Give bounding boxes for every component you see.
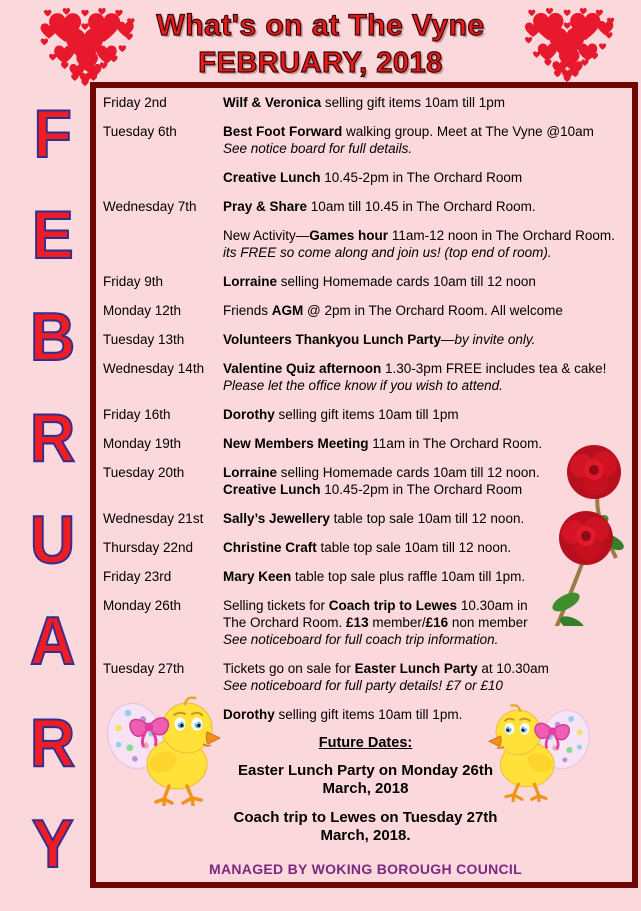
event-description [223,169,628,186]
event-line: Lorraine selling Homemade cards 10am till 12 noon [223,274,536,289]
event-row [103,360,628,394]
event-description [223,360,628,394]
event-line: Valentine Quiz afternoon 1.30-3pm FREE includes tea & cake! [223,361,607,376]
event-date: Friday 23rd [103,569,172,584]
header [128,8,513,80]
event-date: Monday 26th [103,598,182,613]
event-description [223,123,628,157]
event-row [103,302,628,319]
future-date-item: Easter Lunch Party on Monday 26th March, 2018 [237,762,494,797]
event-description [223,406,628,423]
event-date: Monday 19th [103,436,182,451]
future-dates-heading: Future Dates: [318,735,413,751]
event-line: Pray & Share 10am till 10.45 in The Orchard Room. [223,199,536,214]
event-line: Sally’s Jewellery table top sale 10am till 12 noon. [223,511,525,526]
event-description [223,273,628,290]
month-letter: U [30,501,76,578]
event-date: Thursday 22nd [103,540,194,555]
month-letter: R [30,704,76,781]
event-description [223,302,628,319]
event-row [103,406,628,423]
event-date: Friday 2nd [103,95,167,110]
events-list [103,94,628,723]
event-line: Dorothy selling gift items 10am till 1pm [223,407,459,422]
event-line: The Orchard Room. £13 member/£16 non member [223,615,528,630]
month-letter: E [32,197,74,274]
month-letter: A [30,603,76,680]
month-letter: F [33,96,73,172]
hearts-cluster-icon [514,8,626,82]
event-line: Lorraine selling Homemade cards 10am till 12 noon. [223,465,540,480]
event-row [103,273,628,290]
month-vertical-label [16,96,90,882]
managed-by-note: MANAGED BY WOKING BOROUGH COUNCIL [209,861,522,877]
event-description [223,660,628,694]
event-date: Tuesday 6th [103,124,177,139]
future-dates-items [103,762,628,845]
event-line: Creative Lunch 10.45-2pm in The Orchard Room [223,170,523,185]
event-description [223,227,628,261]
event-row [103,331,628,348]
month-letter: Y [32,805,74,882]
event-row [103,198,628,215]
future-date-item: Coach trip to Lewes on Tuesday 27th March, 2018. [233,809,498,844]
event-line: New Members Meeting 11am in The Orchard Room. [223,436,543,451]
event-line: Christine Craft table top sale 10am till 12 noon. [223,540,512,555]
event-line: Mary Keen table top sale plus raffle 10am till 1pm. [223,569,526,584]
event-date: Friday 16th [103,407,171,422]
event-line: its FREE so come along and join us! (top end of room). [223,245,552,260]
event-row [103,123,628,157]
event-date: Wednesday 7th [103,199,197,214]
event-line: Dorothy selling gift items 10am till 1pm. [223,707,463,722]
event-line: See noticeboard for full coach trip information. [223,632,499,647]
month-letter: B [30,298,76,375]
event-date: Tuesday 20th [103,465,185,480]
event-description [223,94,628,111]
event-description [223,198,628,215]
event-date: Tuesday 13th [103,332,185,347]
event-line: Volunteers Thankyou Lunch Party—by invite only. [223,332,536,347]
future-dates-section [103,735,628,877]
event-line: Selling tickets for Coach trip to Lewes 10.30am in [223,598,528,613]
page-subtitle: FEBRUARY, 2018 [198,47,443,79]
month-letter: R [30,400,76,477]
event-line: Please let the office know if you wish to attend. [223,378,503,393]
event-line: New Activity—Games hour 11am-12 noon in The Orchard Room. [223,228,615,243]
event-row [103,169,628,186]
event-row [103,94,628,111]
event-line: Wilf & Veronica selling gift items 10am till 1pm [223,95,505,110]
event-date [103,169,223,186]
event-row [103,227,628,261]
red-roses-image [538,440,630,626]
event-line: Creative Lunch 10.45-2pm in The Orchard Room [223,482,523,497]
page-title: What's on at The Vyne [156,9,485,42]
events-panel [90,82,638,888]
event-line: Friends AGM @ 2pm in The Orchard Room. All welcome [223,303,563,318]
event-date: Tuesday 27th [103,661,185,676]
event-date: Friday 9th [103,274,164,289]
event-line: See noticeboard for full party details! £7 or £10 [223,678,503,693]
event-date: Wednesday 14th [103,361,205,376]
event-row [103,660,628,694]
event-date: Wednesday 21st [103,511,204,526]
event-description [223,331,628,348]
event-date: Monday 12th [103,303,182,318]
event-date [103,227,223,261]
event-line: See notice board for full details. [223,141,413,156]
event-line: Tickets go on sale for Easter Lunch Party at 10.30am [223,661,549,676]
event-line: Best Foot Forward walking group. Meet at The Vyne @10am [223,124,594,139]
